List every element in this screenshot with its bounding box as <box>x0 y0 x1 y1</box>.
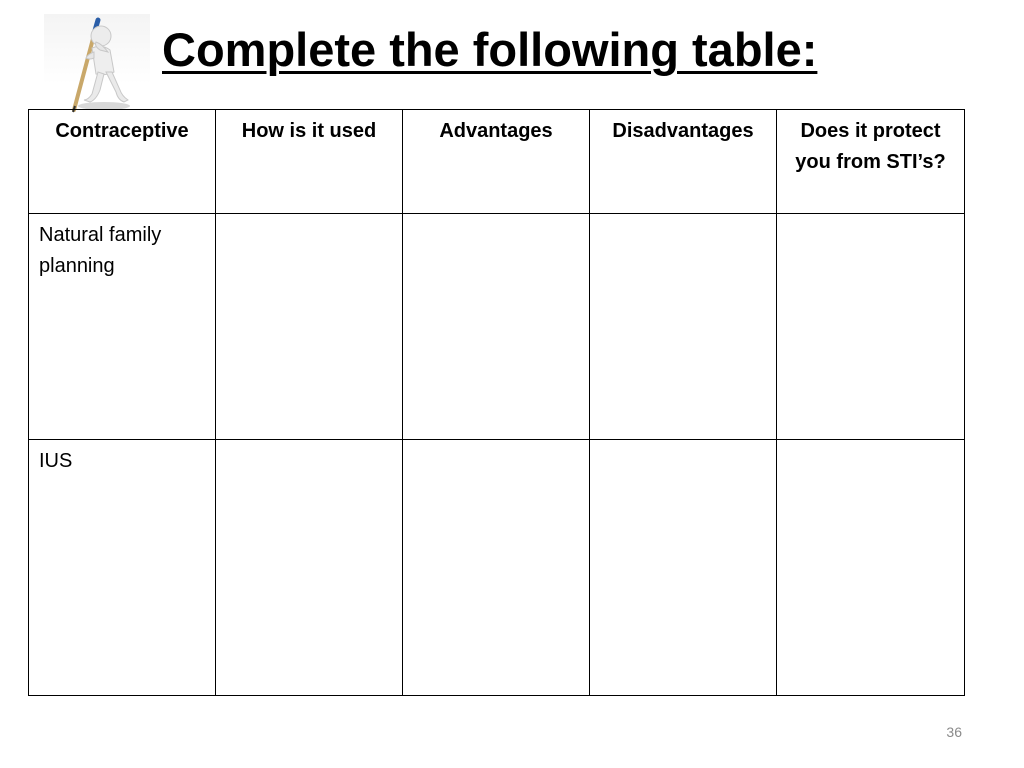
table-row <box>29 440 965 696</box>
header-disadvantages: Disadvantages <box>590 110 777 214</box>
cell-how-used[interactable] <box>216 440 403 696</box>
cell-sti-protection[interactable] <box>777 440 965 696</box>
person-with-pencil-icon <box>44 14 150 114</box>
header-contraceptive: Contraceptive <box>29 110 216 214</box>
cell-advantages[interactable] <box>403 214 590 440</box>
cell-contraceptive: IUS <box>29 440 216 696</box>
cell-advantages[interactable] <box>403 440 590 696</box>
contraceptive-table <box>28 109 965 696</box>
page-number: 36 <box>946 724 962 740</box>
header-sti-protection: Does it protect you from STI’s? <box>777 110 965 214</box>
cell-disadvantages[interactable] <box>590 214 777 440</box>
cell-disadvantages[interactable] <box>590 440 777 696</box>
slide-title: Complete the following table: <box>162 23 818 76</box>
header-advantages: Advantages <box>403 110 590 214</box>
cell-how-used[interactable] <box>216 214 403 440</box>
header-how-used: How is it used <box>216 110 403 214</box>
table-header-row <box>29 110 965 214</box>
cell-contraceptive: Natural family planning <box>29 214 216 440</box>
cell-sti-protection[interactable] <box>777 214 965 440</box>
table-row <box>29 214 965 440</box>
